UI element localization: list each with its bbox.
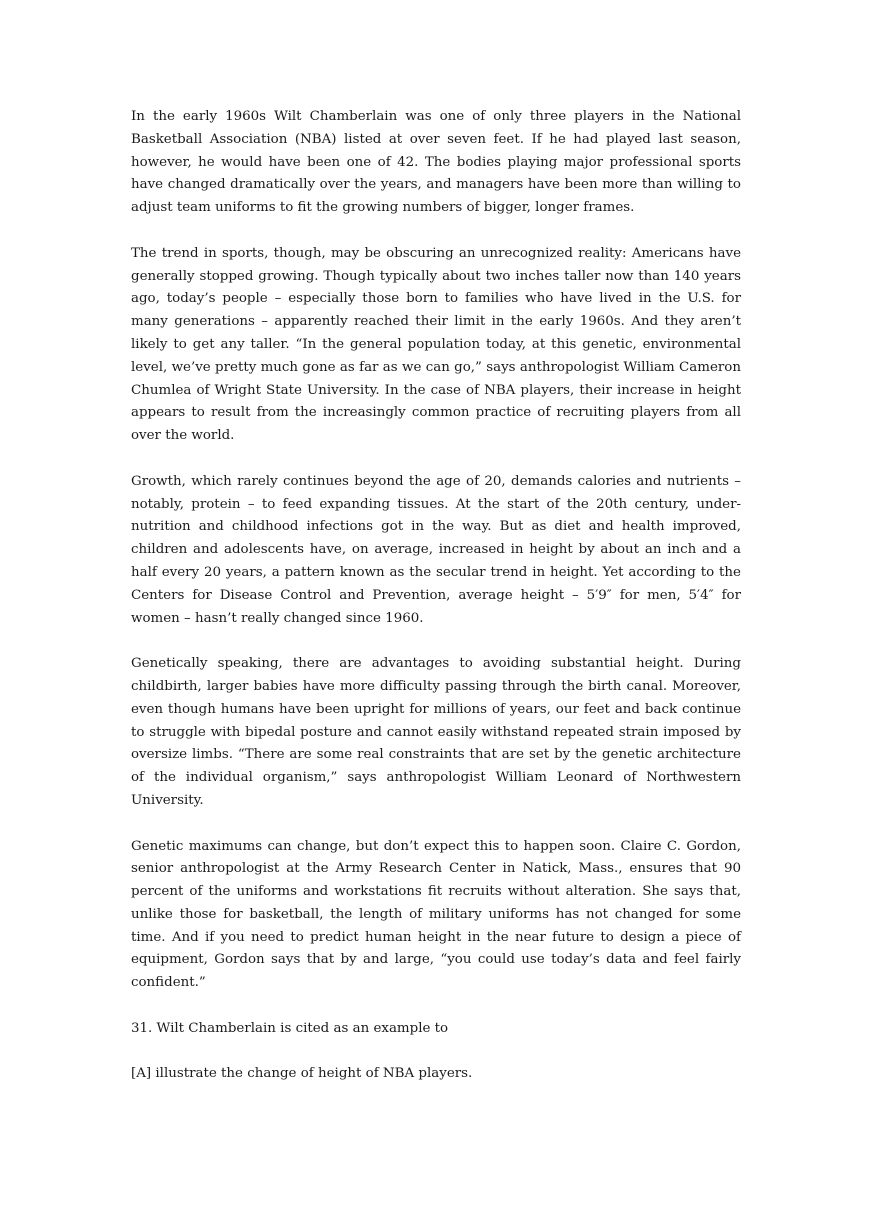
passage-paragraph-2: The trend in sports, though, may be obscuring an unrecognized reality: Americans have generally stopped growing. Though typically about two inches taller now than 140 years ago, today’s people – especially those born to families who have lived in the U.S. for many generations – apparently reached their limit in the early 1960s. And they aren’t likely to get any taller. “In the general population today, at this genetic, environmental level, we’ve pretty much gone as far as we can go,” says anthropologist William Cameron Chumlea of Wright State University. In the case of NBA players, their increase in height appears to result from the increasingly common practice of recruiting players from all over the world. xyxy=(131,245,741,444)
passage-paragraph-1: In the early 1960s Wilt Chamberlain was one of only three players in the National Basketball Association (NBA) listed at over seven feet. If he had played last season, however, he would have been one of 42. The bodies playing major professional sports have changed dramatically over the years, and managers have been more than willing to adjust team uniforms to fit the growing numbers of bigger, longer frames. xyxy=(131,109,741,216)
passage-paragraph-3: Growth, which rarely continues beyond the age of 20, demands calories and nutrients – notably, protein – to feed expanding tissues. At the start of the 20th century, under-nutrition and childhood infections got in the way. But as diet and health improved, children and adolescents have, on average, increased in height by about an inch and a half every 20 years, a pattern known as the secular trend in height. Yet according to the Centers for Disease Control and Prevention, average height – 5′9″ for men, 5′4″ for women – hasn’t really changed since 1960. xyxy=(131,473,741,626)
passage-paragraph-5: Genetic maximums can change, but don’t expect this to happen soon. Claire C. Gordon, senior anthropologist at the Army Research Center in Natick, Mass., ensures that 90 percent of the uniforms and workstations fit recruits without alteration. She says that, unlike those for basketball, the length of military uniforms has not changed for some time. And if you need to predict human height in the near future to design a piece of equipment, Gordon says that by and large, “you could use today’s data and feel fairly confident.” xyxy=(131,838,741,991)
question-stem: 31. Wilt Chamberlain is cited as an example to xyxy=(131,1020,449,1036)
document-page xyxy=(131,106,741,1086)
question-option-a: [A] illustrate the change of height of NBA players. xyxy=(131,1066,473,1082)
passage-paragraph-4: Genetically speaking, there are advantages to avoiding substantial height. During childbirth, larger babies have more difficulty passing through the birth canal. Moreover, even though humans have been upright for millions of years, our feet and back continue to struggle with bipedal posture and cannot easily withstand repeated strain imposed by oversize limbs. “There are some real constraints that are set by the genetic architecture of the individual organism,” says anthropologist William Leonard of Northwestern University. xyxy=(131,656,741,808)
